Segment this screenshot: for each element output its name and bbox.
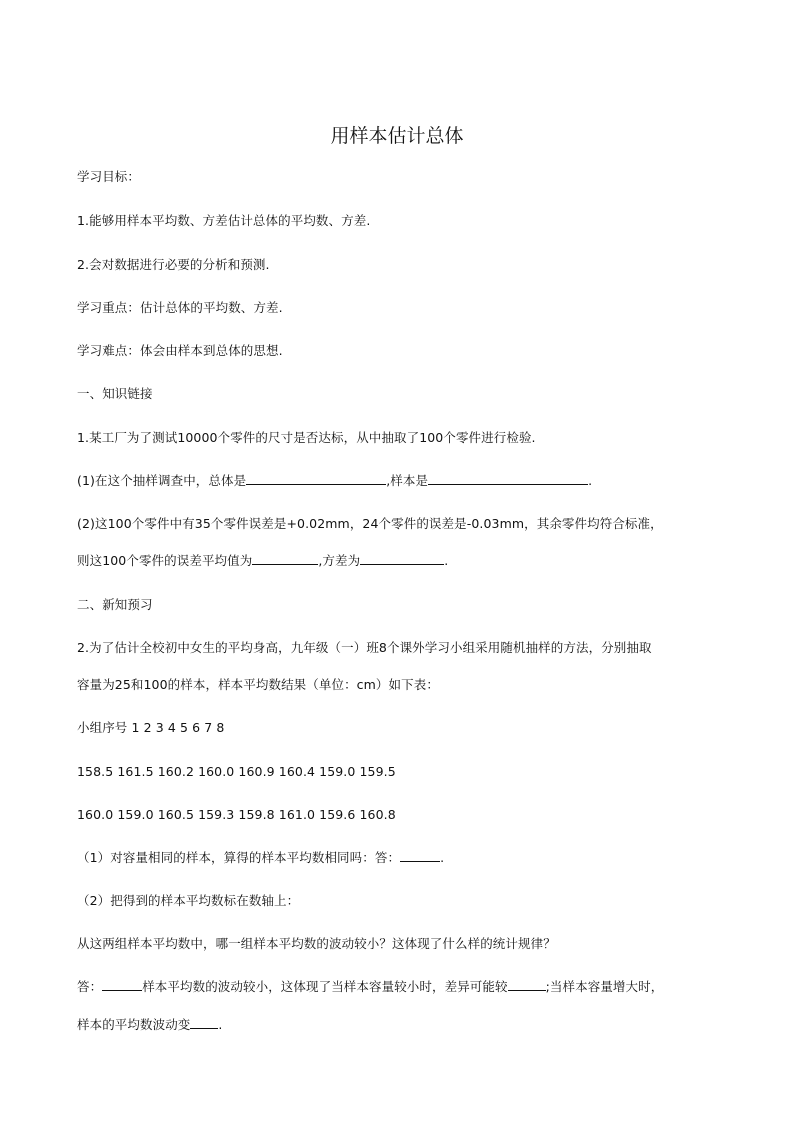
q1-part1-end: .: [588, 473, 593, 488]
answer-line-2: [77, 1016, 222, 1034]
fluctuation-change-blank[interactable]: [190, 1016, 218, 1029]
section-1-heading: 一、知识链接: [77, 386, 153, 401]
question-1-part-2-line-2: [77, 552, 448, 570]
goal-1: 1.能够用样本平均数、方差估计总体的平均数、方差.: [77, 213, 371, 228]
q1-part2-text-a: 则这100个零件的误差平均值为: [77, 553, 253, 568]
question-1-stem: 1.某工厂为了测试10000个零件的尺寸是否达标，从中抽取了100个零件进行检验.: [77, 430, 536, 445]
sub-question-2: （2）把得到的样本平均数标在数轴上：: [77, 893, 300, 908]
learning-goals-heading: 学习目标：: [77, 169, 141, 184]
question-2-line-1: 2.为了估计全校初中女生的平均身高，九年级（一）班8个课外学习小组采用随机抽样的方法，分别抽取: [77, 640, 652, 655]
difficult-point: 学习难点：体会由样本到总体的思想.: [77, 343, 283, 358]
goal-2: 2.会对数据进行必要的分析和预测.: [77, 257, 270, 272]
answer-text-b: 样本平均数的波动较小，这体现了当样本容量较小时，差异可能较: [142, 979, 508, 994]
sub1-answer-blank[interactable]: [400, 849, 440, 862]
mean-error-blank[interactable]: [252, 552, 318, 565]
variance-blank[interactable]: [360, 552, 444, 565]
answer2-text-a: 样本的平均数波动变: [77, 1017, 191, 1032]
smaller-fluctuation-blank[interactable]: [102, 978, 142, 991]
question-1-part-1: [77, 472, 592, 490]
section-2-heading: 二、新知预习: [77, 597, 153, 612]
q1-part2-end: .: [444, 553, 449, 568]
table-row-2: 160.0 159.0 160.5 159.3 159.8 161.0 159.6 160.8: [77, 807, 396, 822]
sub1-text: （1）对容量相同的样本，算得的样本平均数相同吗：答：: [77, 850, 401, 865]
sample-answer-blank[interactable]: [428, 472, 588, 485]
q1-part1-text-a: (1)在这个抽样调查中，总体是: [77, 473, 247, 488]
page-title: 用样本估计总体: [330, 125, 464, 147]
statistics-question: 从这两组样本平均数中，哪一组样本平均数的波动较小？这体现了什么样的统计规律？: [77, 936, 556, 951]
q1-part1-text-b: ,样本是: [386, 473, 429, 488]
answer-text-a: 答：: [77, 979, 103, 994]
answer-line-1: [77, 978, 663, 996]
sub1-end: .: [440, 850, 445, 865]
answer-text-c: ;当样本容量增大时，: [545, 979, 664, 994]
population-answer-blank[interactable]: [246, 472, 386, 485]
difference-blank[interactable]: [508, 978, 546, 991]
table-header-row: 小组序号 1 2 3 4 5 6 7 8: [77, 720, 225, 735]
question-2-line-2: 容量为25和100的样本，样本平均数结果（单位：cm）如下表：: [77, 677, 439, 692]
sub-question-1: [77, 849, 444, 867]
question-1-part-2-line-1: (2)这100个零件中有35个零件误差是+0.02mm，24个零件的误差是-0.03mm，其余零件均符合标准，: [77, 516, 663, 531]
q1-part2-text-b: ,方差为: [318, 553, 361, 568]
table-row-1: 158.5 161.5 160.2 160.0 160.9 160.4 159.0 159.5: [77, 764, 396, 779]
key-point: 学习重点：估计总体的平均数、方差.: [77, 300, 283, 315]
answer2-end: .: [218, 1017, 223, 1032]
